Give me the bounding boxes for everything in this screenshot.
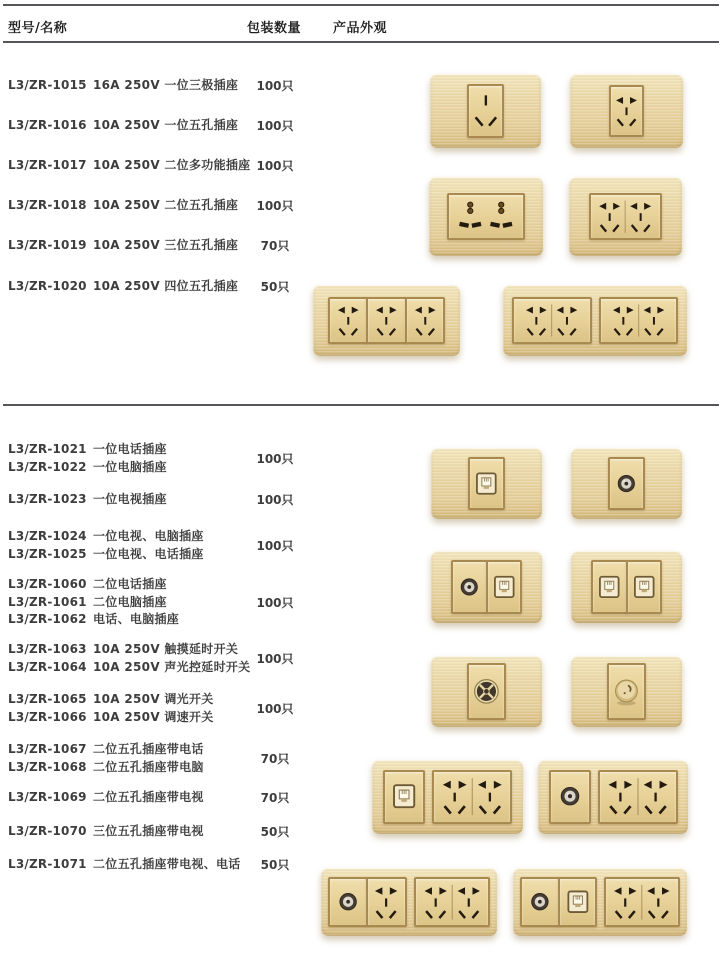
rj-jack-icon (468, 457, 505, 511)
socket-modules (607, 663, 646, 720)
socket-modules (468, 457, 505, 511)
package-quantity: 100只 (256, 539, 294, 553)
model-code: L3/ZR-1021 (8, 442, 87, 456)
five-hole-double-socket-icon (598, 770, 678, 823)
rj-jack-icon (558, 877, 598, 927)
table-row (8, 546, 204, 564)
package-quantity: 100只 (256, 159, 294, 174)
table-row-group (8, 856, 241, 874)
table-row-group (8, 491, 167, 509)
tv-coax-icon-art (330, 879, 366, 925)
table-row (8, 641, 250, 659)
rj-jack-icon-art (560, 879, 596, 925)
package-quantity: 70只 (260, 752, 290, 766)
model-code: L3/ZR-1023 (8, 492, 87, 506)
model-code: L3/ZR-1069 (8, 790, 87, 804)
model-code: L3/ZR-1020 (8, 279, 87, 293)
package-quantity: 100只 (256, 199, 294, 214)
product-name: 10A 250V 三位五孔插座 (93, 238, 239, 252)
package-quantity: 50只 (260, 280, 290, 295)
tv-coax-icon (608, 457, 645, 511)
product-name: 一位电脑插座 (93, 459, 167, 474)
socket-modules (328, 877, 490, 927)
table-row (8, 789, 204, 807)
tv-coax-icon-art (610, 459, 643, 509)
model-code: L3/ZR-1063 (8, 642, 87, 656)
five-hole-socket-icon-art (368, 879, 404, 925)
model-code: L3/ZR-1060 (8, 577, 87, 591)
model-code: L3/ZR-1066 (8, 709, 87, 724)
product-name: 10A 250V 声光控延时开关 (93, 659, 251, 674)
table-row (8, 528, 204, 546)
tv-coax-icon (520, 877, 560, 927)
product-name: 10A 250V 调光开关 (93, 692, 214, 706)
table-row (8, 611, 179, 629)
dimmer-knob-icon (607, 663, 646, 720)
plate-1024-1025-tv-rj (431, 551, 542, 623)
model-code: L3/ZR-1025 (8, 546, 87, 561)
model-code: L3/ZR-1017 (8, 158, 87, 172)
plate-1067-1068-rj-five (372, 760, 523, 834)
five-hole-double-socket-icon-art (600, 772, 676, 821)
table-row (8, 691, 214, 709)
model-code: L3/ZR-1061 (8, 594, 87, 609)
product-name: 10A 250V 触摸延时开关 (93, 642, 239, 656)
rj-jack-icon (383, 770, 425, 823)
table-row-group (8, 641, 250, 676)
tv-coax-icon-art (522, 879, 558, 925)
five-hole-double-socket-icon (432, 770, 513, 823)
socket-modules (608, 457, 645, 511)
plate-1070-tv-triple-five (321, 868, 497, 936)
model-code: L3/ZR-1015 (8, 78, 87, 92)
table-row-group (8, 528, 204, 563)
package-quantity: 50只 (260, 858, 290, 873)
product-name: 一位电视插座 (93, 492, 167, 506)
tv-coax-icon-art (453, 562, 486, 613)
column-header-quantity: 包装数量 (247, 21, 302, 36)
table-row (8, 741, 204, 759)
rj-jack-icon-art (385, 772, 423, 821)
model-code: L3/ZR-1016 (8, 118, 87, 132)
table-row-group (8, 741, 204, 776)
package-quantity: 100只 (256, 79, 294, 94)
touch-delay-switch-icon (467, 663, 506, 720)
package-quantity: 100只 (256, 702, 294, 716)
table-row-group (8, 576, 179, 629)
column-header-appearance: 产品外观 (333, 21, 388, 36)
rj-jack-icon-art (470, 459, 503, 509)
rj-jack-icon-art (488, 562, 521, 613)
plate-1021-1022-rj (431, 448, 542, 519)
table-row (8, 441, 167, 459)
socket-modules (549, 770, 678, 823)
rj-jack-icon-art (593, 562, 626, 613)
product-name: 二位电脑插座 (93, 594, 167, 609)
table-row-group (8, 691, 214, 726)
product-name: 16A 250V 一位三极插座 (93, 78, 239, 92)
rj-jack-icon (486, 560, 523, 615)
product-name: 三位五孔插座带电视 (93, 824, 204, 838)
product-name: 二位五孔插座带电话 (93, 742, 204, 756)
five-hole-double-socket-icon (604, 877, 680, 927)
product-name: 10A 250V 一位五孔插座 (93, 118, 239, 132)
table-row-group (8, 823, 204, 841)
tv-coax-icon (451, 560, 488, 615)
rj-jack-icon (626, 560, 663, 615)
package-quantity: 100只 (256, 652, 294, 666)
socket-modules (591, 560, 662, 615)
table-row (8, 459, 167, 477)
product-name: 10A 250V 调速开关 (93, 709, 214, 724)
table-row (8, 576, 179, 594)
model-code: L3/ZR-1022 (8, 459, 87, 474)
product-name: 一位电话插座 (93, 442, 167, 456)
model-code: L3/ZR-1067 (8, 742, 87, 756)
table-row (8, 823, 204, 841)
table-row (8, 759, 204, 777)
five-hole-double-socket-icon-art (416, 879, 488, 925)
dimmer-knob-icon-art (609, 665, 644, 718)
package-quantity: 100只 (256, 119, 294, 134)
tv-coax-icon-art (551, 772, 589, 821)
model-code: L3/ZR-1064 (8, 659, 87, 674)
tv-coax-icon (549, 770, 591, 823)
socket-modules (383, 770, 513, 823)
plate-1060-1062-rj-rj (571, 551, 682, 623)
model-code: L3/ZR-1024 (8, 529, 87, 543)
product-name: 10A 250V 二位五孔插座 (93, 198, 239, 212)
product-name: 二位五孔插座带电脑 (93, 759, 204, 774)
socket-modules (451, 560, 522, 615)
socket-modules (467, 663, 506, 720)
package-quantity: 50只 (260, 825, 290, 840)
rj-jack-icon-art (628, 562, 661, 613)
model-code: L3/ZR-1019 (8, 238, 87, 252)
model-code: L3/ZR-1018 (8, 198, 87, 212)
table-row (8, 856, 241, 874)
plate-1023-tv (571, 448, 682, 519)
rj-jack-icon (591, 560, 628, 615)
package-quantity: 100只 (256, 595, 294, 610)
plate-1069-tv-five (538, 760, 688, 834)
package-quantity: 100只 (256, 452, 294, 466)
five-hole-double-socket-icon (414, 877, 490, 927)
product-name: 二位五孔插座带电视、电话 (93, 857, 241, 871)
package-quantity: 70只 (260, 791, 290, 806)
table-row (8, 659, 250, 677)
five-hole-double-socket-icon-art (434, 772, 511, 821)
product-name: 电话、电脑插座 (93, 612, 180, 626)
model-code: L3/ZR-1065 (8, 692, 87, 706)
model-code: L3/ZR-1071 (8, 857, 87, 871)
model-code: L3/ZR-1068 (8, 759, 87, 774)
table-row (8, 594, 179, 612)
product-name: 10A 250V 二位多功能插座 (93, 158, 251, 172)
touch-delay-switch-icon-art (469, 665, 504, 718)
table-row (8, 491, 167, 509)
five-hole-double-socket-icon-art (606, 879, 678, 925)
product-name: 一位电视、电脑插座 (93, 529, 204, 543)
plate-1063-1064-touch (431, 656, 542, 727)
table-row-group (8, 789, 204, 807)
model-code: L3/ZR-1070 (8, 824, 87, 838)
tv-coax-icon (328, 877, 368, 927)
five-hole-socket-icon (366, 877, 406, 927)
plate-1071-tv-rj-five (513, 868, 687, 936)
socket-modules (520, 877, 680, 927)
table-row-group (8, 441, 167, 476)
table-row (8, 709, 214, 727)
product-name: 10A 250V 四位五孔插座 (93, 279, 239, 293)
column-header-model-name: 型号/名称 (8, 21, 68, 36)
product-name: 二位电话插座 (93, 577, 167, 591)
package-quantity: 70只 (260, 239, 290, 254)
plate-1065-1066-knob (571, 656, 682, 727)
model-code: L3/ZR-1062 (8, 612, 87, 626)
package-quantity: 100只 (256, 493, 294, 508)
product-name: 一位电视、电话插座 (93, 546, 204, 561)
product-name: 二位五孔插座带电视 (93, 790, 204, 804)
